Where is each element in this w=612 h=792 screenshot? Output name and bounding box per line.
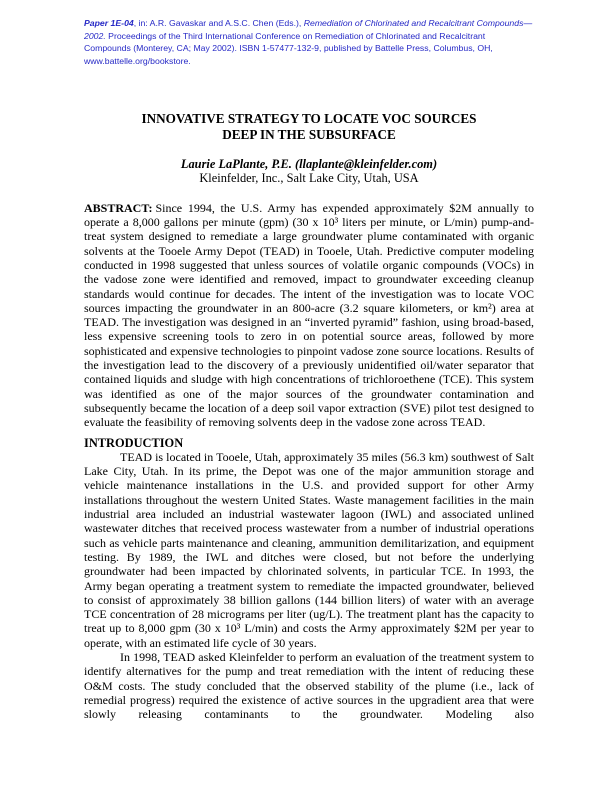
intro-paragraph-2: In 1998, TEAD asked Kleinfelder to perform an evaluation of the treatment system to identify alternatives for the pump and treat remediation with the intent of reducing these O&M costs. The study concluded that the observed stability of the plume (i.e., lack of remedial progress) required the existence of active sources in the upgradient area that were slowly releasing contaminants to the groundwater. Modeling also [84,650,534,722]
abstract-paragraph [84,201,534,430]
abstract-label: ABSTRACT: [84,200,153,215]
citation-publisher: Proceedings of the Third International Conference on Remediation of Chlorinated and Recalcitrant Compounds (Monterey, CA; May 2002). ISBN 1-57477-132-9, published by Battelle Press, Columbus, OH, www.battelle.org/bookstore. [84,30,493,67]
paper-title-line-2: DEEP IN THE SUBSURFACE [222,126,396,142]
paper-number: Paper 1E-04 [84,18,134,28]
paper-title-line-1: INNOVATIVE STRATEGY TO LOCATE VOC SOURCES [141,110,477,126]
citation-header [84,17,534,68]
citation-editors: , in: A.R. Gavaskar and A.S.C. Chen (Eds.), [133,18,304,28]
paper-title [84,111,534,143]
citation-book-title: Remediation of Chlorinated and Recalcitrant Compounds—2002. [84,18,533,41]
affiliation-line: Kleinfelder, Inc., Salt Lake City, Utah, USA [199,171,419,186]
intro-paragraph-1: TEAD is located in Tooele, Utah, approximately 35 miles (56.3 km) southwest of Salt Lake City, Utah. In its prime, the Depot was one of the major ammunition storage and vehicle maintenance installations in the U.S. and provided support for other Army installations throughout the western United States. Waste management facilities in the main industrial area included an industrial wastewater lagoon (IWL) and associated unlined wastewater ditches that received process wastewater from a number of industrial operations such as vehicle parts maintenance and cleaning, ammunition demilitarization, and equipment testing. By 1989, the IWL and ditches were closed, but not before the underlying groundwater had been impacted by chlorinated solvents, in particular TCE. In 1993, the Army began operating a treatment system to remediate the impacted groundwater, believed to consist of approximately 38 billion gallons (144 billion liters) of water with an average TCE concentration of 28 micrograms per liter (ug/L). The treatment plant has the capacity to treat up to 8,000 gpm (30 x 10³ L/min) and costs the Army approximately $2M per year to operate, with an estimated life cycle of 30 years. [84,449,534,650]
author-line: Laurie LaPlante, P.E. (llaplante@kleinfelder.com) [180,156,438,171]
page-content [84,0,534,722]
abstract-text: Since 1994, the U.S. Army has expended approximately $2M annually to operate a 8,000 gallons per minute (gpm) (30 x 10³ liters per minute, or L/min) pump-and-treat system designed to remediate a large groundwater plume contaminated with organic solvents at the Tooele Army Depot (TEAD) in Tooele, Utah. Predictive computer modeling conducted in 1998 suggested that unless sources of volatile organic compounds (VOCs) in the vadose zone were identified and removed, impact to groundwater exceeding cleanup standards would continue for decades. The intent of the investigation was to locate VOC sources impacting the groundwater in an 800-acre (3.2 square kilometers, or km²) area at TEAD. The investigation was designed in an “inverted pyramid” fashion, using broad-based, less expensive screening tools to zero in on potential source areas, followed by more sophisticated and expensive technologies to pinpoint vadose zone source locations. Results of the investigation lead to the discovery of a previously unidentified oil/water separator that contained liquids and sludge with high concentrations of trichloroethene (TCE). This system was identified as one of the major sources of the groundwater contamination and subsequently became the location of a deep soil vapor extraction (SVE) pilot test designed to evaluate the feasibility of removing solvents deep in the vadose zone across TEAD. [84,200,534,430]
section-heading-introduction: INTRODUCTION [84,435,184,450]
